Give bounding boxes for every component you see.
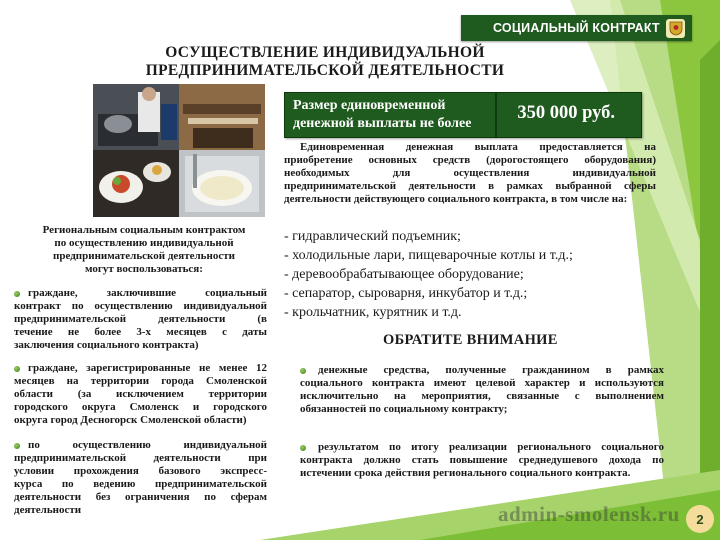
equipment-list bbox=[284, 227, 604, 322]
page-number: 2 bbox=[686, 505, 714, 533]
divider bbox=[495, 93, 497, 137]
list-item: - холодильные лари, пищеварочные котлы и т.д.; bbox=[284, 248, 573, 263]
payment-amount-box bbox=[284, 92, 642, 138]
eligibility-item: граждане, заключившие социальный контракт по осуществлению индивидуальной предпринимательской деятельности (в течение не более 3-х месяцев с даты заключения социального контракта) bbox=[14, 287, 267, 351]
page-title: ОСУЩЕСТВЛЕНИЕ ИНДИВИДУАЛЬНОЙ ПРЕДПРИНИМАТЕЛЬСКОЙ ДЕЯТЕЛЬНОСТИ bbox=[145, 44, 505, 79]
header-label: СОЦИАЛЬНЫЙ КОНТРАКТ bbox=[493, 21, 660, 35]
list-item: - гидравлический подъемник; bbox=[284, 229, 461, 244]
header-bar bbox=[461, 15, 692, 41]
woodworking-photo bbox=[179, 84, 265, 150]
watermark: admin-smolensk.ru bbox=[498, 502, 680, 526]
coat-of-arms-icon bbox=[666, 19, 685, 38]
list-item: - деревообрабатывающее оборудование; bbox=[284, 267, 524, 282]
intro-paragraph: Единовременная денежная выплата предоставляется на приобретение основных средств (дорогостоящего оборудования) необходимых для осуществления индивидуальной предпринимательской деятельности в рамках выбранной сферы деятельности действующего социального контракта, в том числе на: bbox=[284, 141, 656, 205]
list-item: - сепаратор, сыроварня, инкубатор и т.д.; bbox=[284, 286, 528, 301]
attention-note: денежные средства, полученные гражданином в рамках социального контракта имеют целевой характер и используются исключительно на мероприятия, связанные с выполнением обязанностей по социальному контракту; bbox=[300, 364, 664, 415]
bullet-icon bbox=[14, 366, 20, 372]
bullet-icon bbox=[300, 368, 306, 374]
catering-photo bbox=[93, 150, 179, 217]
eligibility-item: по осуществлению индивидуальной предпринимательской деятельности при условии прохождения базового экспресс- курса по ведению предпринимательской деятельности без ограничения по сферам деятельности bbox=[14, 439, 267, 516]
eligibility-heading: Региональным социальным контрактом по осуществлению индивидуальной предпринимательской деятельности могут воспользоваться: bbox=[42, 224, 246, 275]
photo-collage bbox=[93, 84, 265, 217]
payment-label: Размер единовременной денежной выплаты не более bbox=[293, 98, 472, 131]
dairy-equipment-photo bbox=[179, 150, 265, 217]
eligibility-item: граждане, зарегистрированные не менее 12 месяцев на территории города Смоленской области (за исключением территории городского округа Смоленск и городского округа город Десногорск Смоленской области) bbox=[14, 362, 267, 426]
bullet-icon bbox=[14, 291, 20, 297]
bullet-icon bbox=[300, 445, 306, 451]
attention-note: результатом по итогу реализации регионального социального контракта должно стать повышение среднедушевого дохода по истечении срока действия регионального социального контракта. bbox=[300, 441, 664, 479]
car-repair-photo bbox=[93, 84, 179, 150]
bullet-icon bbox=[14, 443, 20, 449]
payment-amount: 350 000 руб. bbox=[517, 103, 615, 123]
list-item: - крольчатник, курятник и т.д. bbox=[284, 305, 462, 320]
attention-heading: ОБРАТИТЕ ВНИМАНИЕ bbox=[383, 332, 558, 348]
